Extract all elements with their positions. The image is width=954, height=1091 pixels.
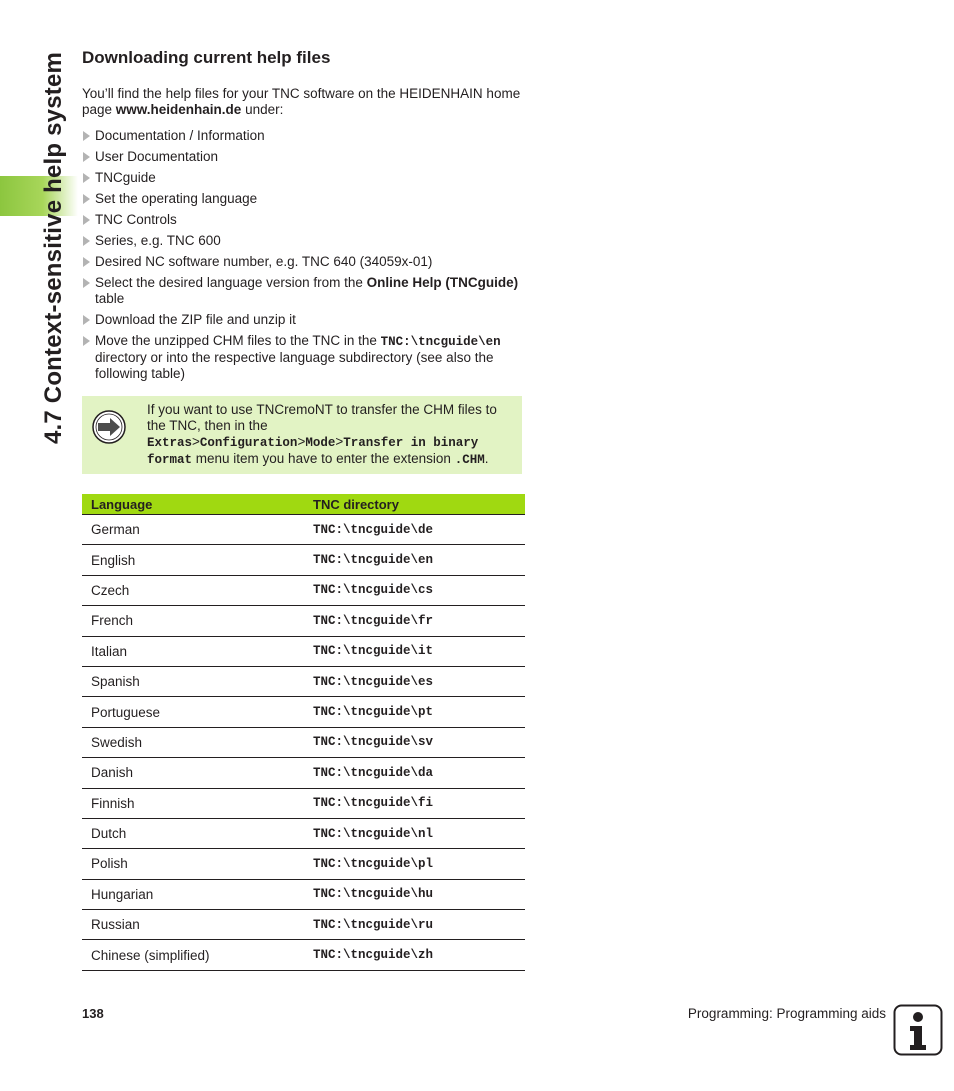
step-text-end: directory or into the respective language subdirectory (see also the following table) (95, 350, 494, 381)
directory-cell: TNC:\tncguide\de (313, 515, 525, 545)
language-cell: Danish (82, 758, 313, 788)
list-item (82, 275, 527, 307)
directory-cell: TNC:\tncguide\fi (313, 788, 525, 818)
table-row (82, 879, 525, 909)
step-text: User Documentation (95, 149, 219, 164)
directory-cell: TNC:\tncguide\it (313, 636, 525, 666)
language-cell: Spanish (82, 666, 313, 696)
table-row (82, 758, 525, 788)
step-text: Documentation / Information (95, 128, 265, 143)
step-text: Select the desired language version from the (95, 275, 367, 290)
note-box (82, 396, 522, 474)
step-text: Set the operating language (95, 191, 258, 206)
triangle-bullet-icon (83, 173, 90, 183)
directory-cell: TNC:\tncguide\sv (313, 727, 525, 757)
language-cell: French (82, 606, 313, 636)
directory-cell: TNC:\tncguide\nl (313, 818, 525, 848)
directory-cell: TNC:\tncguide\pl (313, 849, 525, 879)
language-cell: Czech (82, 575, 313, 605)
triangle-bullet-icon (83, 278, 90, 288)
step-text: TNC Controls (95, 212, 177, 227)
download-steps-list (82, 128, 527, 387)
list-item (82, 233, 527, 249)
chm-extension: .CHM (454, 453, 485, 467)
list-item (82, 170, 527, 186)
directory-cell: TNC:\tncguide\hu (313, 879, 525, 909)
table-header-row (82, 494, 525, 515)
table-row (82, 515, 525, 545)
table-row (82, 666, 525, 696)
step-text: Series, e.g. TNC 600 (95, 233, 221, 248)
triangle-bullet-icon (83, 236, 90, 246)
table-row (82, 818, 525, 848)
triangle-bullet-icon (83, 315, 90, 325)
list-item (82, 312, 527, 328)
triangle-bullet-icon (83, 257, 90, 267)
triangle-bullet-icon (83, 215, 90, 225)
menu-separator: > (192, 434, 200, 449)
directory-cell: TNC:\tncguide\da (313, 758, 525, 788)
directory-cell: TNC:\tncguide\zh (313, 940, 525, 970)
language-cell: German (82, 515, 313, 545)
language-directory-table (82, 494, 525, 971)
page-number: 138 (82, 1006, 104, 1021)
section-heading: Downloading current help files (82, 48, 331, 67)
step-text-end: table (95, 291, 125, 306)
triangle-bullet-icon (83, 336, 90, 346)
table-row (82, 910, 525, 940)
language-cell: Dutch (82, 818, 313, 848)
note-text-mid: menu item you have to enter the extension (192, 451, 455, 466)
table-row (82, 636, 525, 666)
table-row (82, 788, 525, 818)
list-item (82, 191, 527, 207)
directory-cell: TNC:\tncguide\es (313, 666, 525, 696)
menu-separator: > (297, 434, 306, 449)
table-row (82, 545, 525, 575)
language-cell: Russian (82, 910, 313, 940)
table-row (82, 940, 525, 970)
language-cell: Portuguese (82, 697, 313, 727)
language-cell: Polish (82, 849, 313, 879)
directory-cell: TNC:\tncguide\fr (313, 606, 525, 636)
info-icon (893, 1004, 943, 1056)
table-row (82, 849, 525, 879)
triangle-bullet-icon (83, 152, 90, 162)
heidenhain-link[interactable]: www.heidenhain.de (115, 102, 242, 117)
column-header-language: Language (82, 494, 313, 515)
language-cell: Chinese (simplified) (82, 940, 313, 970)
language-cell: Finnish (82, 788, 313, 818)
chapter-side-title: 4.7 Context-sensitive help system (40, 51, 67, 445)
language-cell: Italian (82, 636, 313, 666)
language-cell: Hungarian (82, 879, 313, 909)
note-text-end: . (484, 451, 489, 466)
list-item (82, 149, 527, 165)
tnc-path-code: TNC:\tncguide\en (380, 335, 501, 349)
menu-separator: > (335, 434, 344, 449)
intro-text-end: under: (241, 102, 284, 117)
online-help-table-ref: Online Help (TNCguide) (366, 275, 519, 290)
directory-cell: TNC:\tncguide\ru (313, 910, 525, 940)
triangle-bullet-icon (83, 131, 90, 141)
intro-paragraph (82, 86, 522, 118)
intro-text: You’ll find the help files for your TNC software on the HEIDENHAIN home page (82, 86, 521, 117)
table-row (82, 575, 525, 605)
menu-transfer-binary: Transfer in binary format (147, 436, 479, 467)
column-header-directory: TNC directory (313, 494, 525, 515)
list-item (82, 212, 527, 228)
menu-configuration: Configuration (199, 436, 298, 450)
language-cell: English (82, 545, 313, 575)
list-item (82, 128, 527, 144)
language-cell: Swedish (82, 727, 313, 757)
step-text: Move the unzipped CHM files to the TNC in the (95, 333, 381, 348)
triangle-bullet-icon (83, 194, 90, 204)
directory-cell: TNC:\tncguide\en (313, 545, 525, 575)
directory-cell: TNC:\tncguide\cs (313, 575, 525, 605)
step-text: Download the ZIP file and unzip it (95, 312, 296, 327)
directory-cell: TNC:\tncguide\pt (313, 697, 525, 727)
table-row (82, 697, 525, 727)
list-item (82, 254, 527, 270)
step-text: Desired NC software number, e.g. TNC 640 (34059x-01) (95, 254, 433, 269)
table-row (82, 606, 525, 636)
step-text: TNCguide (95, 170, 156, 185)
note-text-start: If you want to use TNCremoNT to transfer the CHM files to the TNC, then in the (147, 402, 497, 433)
menu-extras: Extras (147, 436, 193, 450)
note-text (147, 402, 517, 468)
arrow-right-icon (92, 410, 126, 444)
table-row (82, 727, 525, 757)
menu-mode: Mode (305, 436, 336, 450)
list-item (82, 333, 527, 382)
footer-chapter-title: Programming: Programming aids (687, 1006, 886, 1021)
